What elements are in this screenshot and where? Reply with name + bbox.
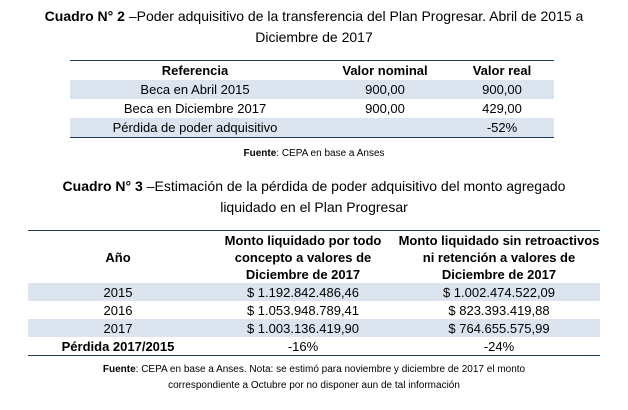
cuadro3-source-label: Fuente [102,364,136,375]
cuadro2-header-valor-real: Valor real [472,63,532,78]
table-cell: $ 1.002.474.522,09 [398,283,600,301]
table-cell: Beca en Abril 2015 [70,80,320,99]
table-cell: -16% [287,338,319,354]
table-row [70,118,554,138]
cuadro3-table [28,230,600,356]
cuadro2-source-text: : CEPA en base a Anses [276,148,385,159]
cuadro3-header-monto-sin-retroactivos: Monto liquidado sin retroactivos ni retención a valores de Diciembre de 2017 [398,232,600,282]
table-row [28,301,600,319]
table-row-total [28,337,600,356]
cuadro2-title-line1 [0,6,628,27]
table-cell: 2017 [28,319,208,337]
table-row [70,99,554,118]
cuadro2-header-referencia: Referencia [161,63,229,78]
cuadro2-table [70,60,554,138]
cuadro2-label: Cuadro N° 2 [44,8,125,24]
table-cell: $ 823.393.419,88 [448,302,550,318]
cuadro3-source-line1 [0,362,628,378]
cuadro2-header-row [70,61,554,81]
table-cell: Beca en Diciembre 2017 [123,101,267,116]
cuadro3-title-line1 [0,176,628,197]
table-row [28,319,600,337]
cuadro3-label: Cuadro N° 3 [62,178,143,194]
table-cell: 900,00 [365,101,405,116]
cuadro3-header-row [28,231,600,284]
cuadro3-caption [0,176,628,218]
cuadro2-source-label: Fuente [243,148,277,159]
cuadro3-title-line2: liquidado en el Plan Progresar [220,199,408,215]
cuadro3-source-text: : CEPA en base a Anses. Nota: se estimó para noviembre y diciembre de 2017 el monto [135,364,526,375]
cuadro3-header-ano: Año [105,249,131,265]
table-cell: 2015 [28,283,208,301]
table-cell: Pérdida 2017/2015 [61,338,175,354]
cuadro3-header-monto-todo-concepto: Monto liquidado por todo concepto a valores de Diciembre de 2017 [224,232,382,282]
cuadro2-title-text: –Poder adquisitivo de la transferencia del Plan Progresar. Abril de 2015 a [128,8,584,24]
table-row [28,283,600,301]
cuadro2-header-valor-nominal: Valor nominal [342,63,428,78]
cuadro3-source-line2: correspondiente a Octubre por no disponer aun de tal información [168,380,460,391]
table-cell: $ 764.655.575,99 [398,319,600,337]
table-cell: $ 1.053.948.789,41 [246,302,360,318]
cuadro3-title-text: –Estimación de la pérdida de poder adquisitivo del monto agregado [146,178,566,194]
table-cell: 429,00 [482,101,522,116]
cuadro2-title-line2: Diciembre de 2017 [255,29,373,45]
cuadro3-source [0,362,628,394]
table-cell: 900,00 [320,80,450,99]
table-cell: $ 1.003.136.419,90 [208,319,398,337]
table-cell: 2016 [103,302,133,318]
table-cell: $ 1.192.842.486,46 [208,283,398,301]
table-cell: -24% [483,338,515,354]
table-cell: -52% [450,118,554,138]
cuadro2-caption [0,6,628,48]
cuadro2-source [0,146,628,162]
table-cell: Pérdida de poder adquisitivo [70,118,320,138]
table-row [70,80,554,99]
table-cell: 900,00 [450,80,554,99]
table-cell [320,118,450,138]
